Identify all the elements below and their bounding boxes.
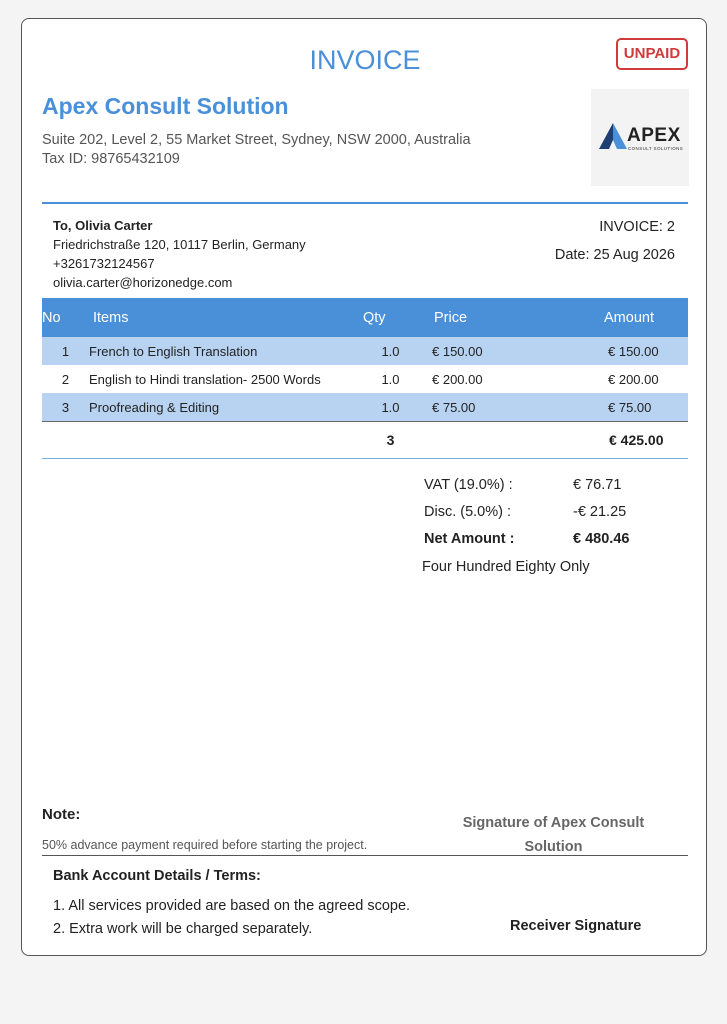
row-item: English to Hindi translation- 2500 Words (89, 365, 363, 393)
company-signature-line1: Signature of Apex Consult (462, 815, 645, 831)
row-price: € 200.00 (418, 365, 589, 393)
net-amount-value: € 480.46 (573, 531, 630, 547)
company-address-block (42, 131, 471, 169)
row-no: 2 (42, 365, 89, 393)
receiver-signature: Receiver Signature (510, 918, 642, 934)
client-address: Friedrichstraße 120, 10117 Berlin, Germany (53, 237, 306, 252)
term-item: 1. All services provided are based on the agreed scope. (53, 898, 411, 914)
apex-logo-icon (599, 123, 627, 149)
row-amount: € 200.00 (589, 365, 688, 393)
bill-to (53, 216, 306, 292)
company-tax-id: Tax ID: 98765432109 (42, 151, 180, 167)
invoice-page (21, 18, 707, 956)
row-qty: 1.0 (363, 365, 418, 393)
status-badge: UNPAID (616, 38, 688, 70)
vat-label: VAT (19.0%) : (424, 477, 513, 493)
table-row (42, 365, 688, 393)
row-item: Proofreading & Editing (89, 393, 363, 422)
row-amount: € 75.00 (589, 393, 688, 422)
row-qty: 1.0 (363, 337, 418, 365)
discount-value: -€ 21.25 (573, 504, 627, 520)
amount-in-words: Four Hundred Eighty Only (422, 559, 590, 575)
header-divider (42, 202, 688, 204)
invoice-number: INVOICE: 2 (599, 219, 675, 235)
total-amount: € 425.00 (589, 422, 688, 459)
discount-label: Disc. (5.0%) : (424, 504, 512, 520)
row-amount: € 150.00 (589, 337, 688, 365)
footer-divider (42, 855, 688, 856)
client-email: olivia.carter@horizonedge.com (53, 275, 233, 290)
note-heading: Note: (42, 806, 81, 823)
row-price: € 150.00 (418, 337, 589, 365)
table-row (42, 393, 688, 422)
items-table (42, 298, 688, 459)
header-items: Items (89, 298, 363, 337)
logo-subtext: CONSULT SOLUTIONS (628, 146, 684, 151)
invoice-date: Date: 25 Aug 2026 (554, 247, 675, 263)
net-amount-label: Net Amount : (424, 531, 515, 547)
table-header-row (42, 298, 688, 337)
company-address: Suite 202, Level 2, 55 Market Street, Sydney, NSW 2000, Australia (42, 132, 471, 148)
row-qty: 1.0 (363, 393, 418, 422)
client-phone: +3261732124567 (53, 256, 155, 271)
vat-value: € 76.71 (573, 477, 622, 493)
row-no: 3 (42, 393, 89, 422)
total-qty: 3 (363, 422, 418, 459)
company-signature-line2: Solution (524, 839, 583, 855)
bank-heading: Bank Account Details / Terms: (53, 868, 261, 884)
logo-text: APEX (627, 125, 681, 146)
row-price: € 75.00 (418, 393, 589, 422)
header-amount: Amount (589, 298, 688, 337)
company-logo (591, 89, 689, 186)
note-text: 50% advance payment required before starting the project. (42, 838, 368, 852)
table-total-row (42, 422, 688, 459)
company-signature (442, 811, 665, 859)
row-no: 1 (42, 337, 89, 365)
row-item: French to English Translation (89, 337, 363, 365)
invoice-title: INVOICE (309, 45, 421, 75)
header-price: Price (418, 298, 589, 337)
client-name: To, Olivia Carter (53, 218, 153, 233)
header-no: No (42, 298, 89, 337)
company-name: Apex Consult Solution (42, 93, 289, 119)
term-item: 2. Extra work will be charged separately. (53, 921, 313, 937)
terms-list (53, 895, 410, 941)
header-qty: Qty (363, 298, 418, 337)
table-row (42, 337, 688, 365)
